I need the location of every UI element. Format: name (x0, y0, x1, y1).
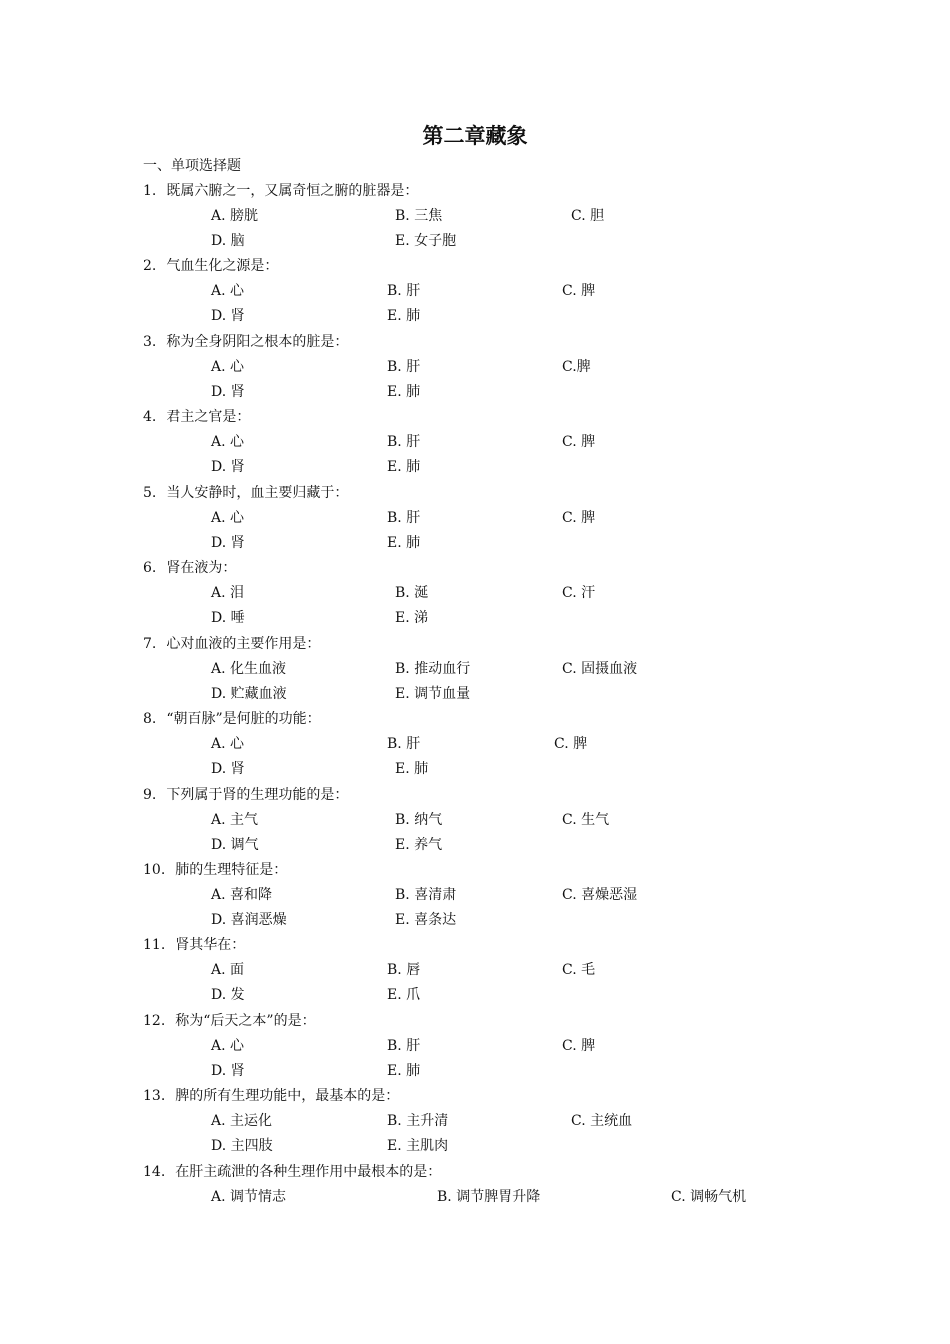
question-text (143, 785, 348, 805)
option-d: D. 肾 (211, 1063, 245, 1079)
option-e: E. 肺 (387, 459, 421, 475)
option-b: B. 推动血行 (395, 661, 471, 677)
option-e: E. 肺 (387, 308, 421, 324)
question-text (143, 407, 250, 427)
option-d: D. 肾 (211, 761, 245, 777)
question-number: 5. (143, 485, 157, 501)
question-text (143, 558, 236, 578)
option-a: A. 泪 (211, 585, 245, 601)
option-c: C.脾 (562, 359, 591, 375)
option-a: A. 心 (211, 736, 245, 752)
question-stem: 脾的所有生理功能中，最基本的是： (175, 1088, 400, 1104)
question-text (143, 181, 418, 201)
question-text (143, 332, 348, 352)
option-b: B. 肝 (387, 434, 421, 450)
question-stem: 称为全身阴阳之根本的脏是： (166, 334, 349, 350)
option-e: E. 主肌肉 (387, 1138, 449, 1154)
question-number: 8. (143, 711, 157, 727)
question-stem: “朝百脉”是何脏的功能： (166, 711, 321, 727)
option-d: D. 肾 (211, 459, 245, 475)
option-d: D. 肾 (211, 308, 245, 324)
question-stem: 称为“后天之本”的是： (175, 1013, 316, 1029)
option-c: C. 生气 (562, 812, 610, 828)
option-c: C. 脾 (554, 736, 588, 752)
question-text (143, 709, 321, 729)
question-stem: 君主之官是： (166, 409, 251, 425)
option-e: E. 养气 (395, 837, 443, 853)
option-d: D. 肾 (211, 535, 245, 551)
option-e: E. 肺 (395, 761, 429, 777)
option-e: E. 喜条达 (395, 912, 457, 928)
option-c: C. 胆 (571, 208, 605, 224)
option-d: D. 唾 (211, 610, 245, 626)
question-text (143, 256, 278, 276)
question-stem: 气血生化之源是： (166, 258, 279, 274)
question-number: 4. (143, 409, 157, 425)
option-b: B. 唇 (387, 962, 421, 978)
option-b: B. 纳气 (395, 812, 443, 828)
option-a: A. 调节情志 (211, 1189, 287, 1205)
option-b: B. 肝 (387, 283, 421, 299)
option-b: B. 肝 (387, 510, 421, 526)
question-text (143, 1162, 441, 1182)
option-a: A. 膀胱 (211, 208, 259, 224)
question-text (143, 634, 320, 654)
option-a: A. 主气 (211, 812, 259, 828)
question-number: 11. (143, 937, 166, 953)
question-text (143, 860, 287, 880)
option-a: A. 面 (211, 962, 245, 978)
question-stem: 当人安静时，血主要归藏于： (166, 485, 349, 501)
question-text (143, 483, 348, 503)
option-a: A. 主运化 (211, 1113, 273, 1129)
question-stem: 下列属于肾的生理功能的是： (166, 787, 349, 803)
option-c: C. 汗 (562, 585, 596, 601)
question-number: 7. (143, 636, 157, 652)
question-number: 1. (143, 183, 157, 199)
question-text (143, 1011, 316, 1031)
option-b: B. 肝 (387, 1038, 421, 1054)
option-b: B. 涎 (395, 585, 429, 601)
option-c: C. 喜燥恶湿 (562, 887, 638, 903)
option-c: C. 调畅气机 (671, 1189, 747, 1205)
section-heading: 一、单项选择题 (143, 158, 241, 174)
option-a: A. 化生血液 (211, 661, 287, 677)
question-number: 13. (143, 1088, 166, 1104)
option-d: D. 脑 (211, 233, 245, 249)
question-number: 10. (143, 862, 166, 878)
question-number: 14. (143, 1164, 166, 1180)
option-b: B. 主升清 (387, 1113, 449, 1129)
question-text (143, 935, 245, 955)
question-number: 9. (143, 787, 157, 803)
option-a: A. 心 (211, 283, 245, 299)
question-stem: 既属六腑之一，又属奇恒之腑的脏器是： (166, 183, 419, 199)
option-b: B. 三焦 (395, 208, 443, 224)
option-d: D. 肾 (211, 384, 245, 400)
option-d: D. 发 (211, 987, 245, 1003)
option-c: C. 脾 (562, 1038, 596, 1054)
option-e: E. 调节血量 (395, 686, 471, 702)
question-stem: 肾其华在： (175, 937, 246, 953)
option-b: B. 调节脾胃升降 (437, 1189, 541, 1205)
question-number: 6. (143, 560, 157, 576)
option-a: A. 喜和降 (211, 887, 273, 903)
question-stem: 心对血液的主要作用是： (166, 636, 321, 652)
question-number: 12. (143, 1013, 166, 1029)
question-text (143, 1086, 399, 1106)
option-c: C. 毛 (562, 962, 596, 978)
option-e: E. 涕 (395, 610, 429, 626)
option-e: E. 肺 (387, 384, 421, 400)
option-b: B. 肝 (387, 359, 421, 375)
option-a: A. 心 (211, 510, 245, 526)
option-d: D. 喜润恶燥 (211, 912, 287, 928)
option-c: C. 脾 (562, 434, 596, 450)
option-e: E. 肺 (387, 535, 421, 551)
page-title: 第二章藏象 (422, 124, 528, 148)
option-e: E. 爪 (387, 987, 421, 1003)
option-d: D. 主四肢 (211, 1138, 273, 1154)
question-number: 3. (143, 334, 157, 350)
option-d: D. 贮藏血液 (211, 686, 287, 702)
question-stem: 肾在液为： (166, 560, 237, 576)
option-b: B. 肝 (387, 736, 421, 752)
option-e: E. 肺 (387, 1063, 421, 1079)
option-a: A. 心 (211, 434, 245, 450)
option-b: B. 喜清肃 (395, 887, 457, 903)
option-c: C. 脾 (562, 510, 596, 526)
question-stem: 在肝主疏泄的各种生理作用中最根本的是： (175, 1164, 442, 1180)
option-c: C. 脾 (562, 283, 596, 299)
option-c: C. 固摄血液 (562, 661, 638, 677)
question-number: 2. (143, 258, 157, 274)
option-e: E. 女子胞 (395, 233, 457, 249)
option-a: A. 心 (211, 1038, 245, 1054)
option-c: C. 主统血 (571, 1113, 633, 1129)
question-stem: 肺的生理特征是： (175, 862, 288, 878)
option-d: D. 调气 (211, 837, 259, 853)
option-a: A. 心 (211, 359, 245, 375)
